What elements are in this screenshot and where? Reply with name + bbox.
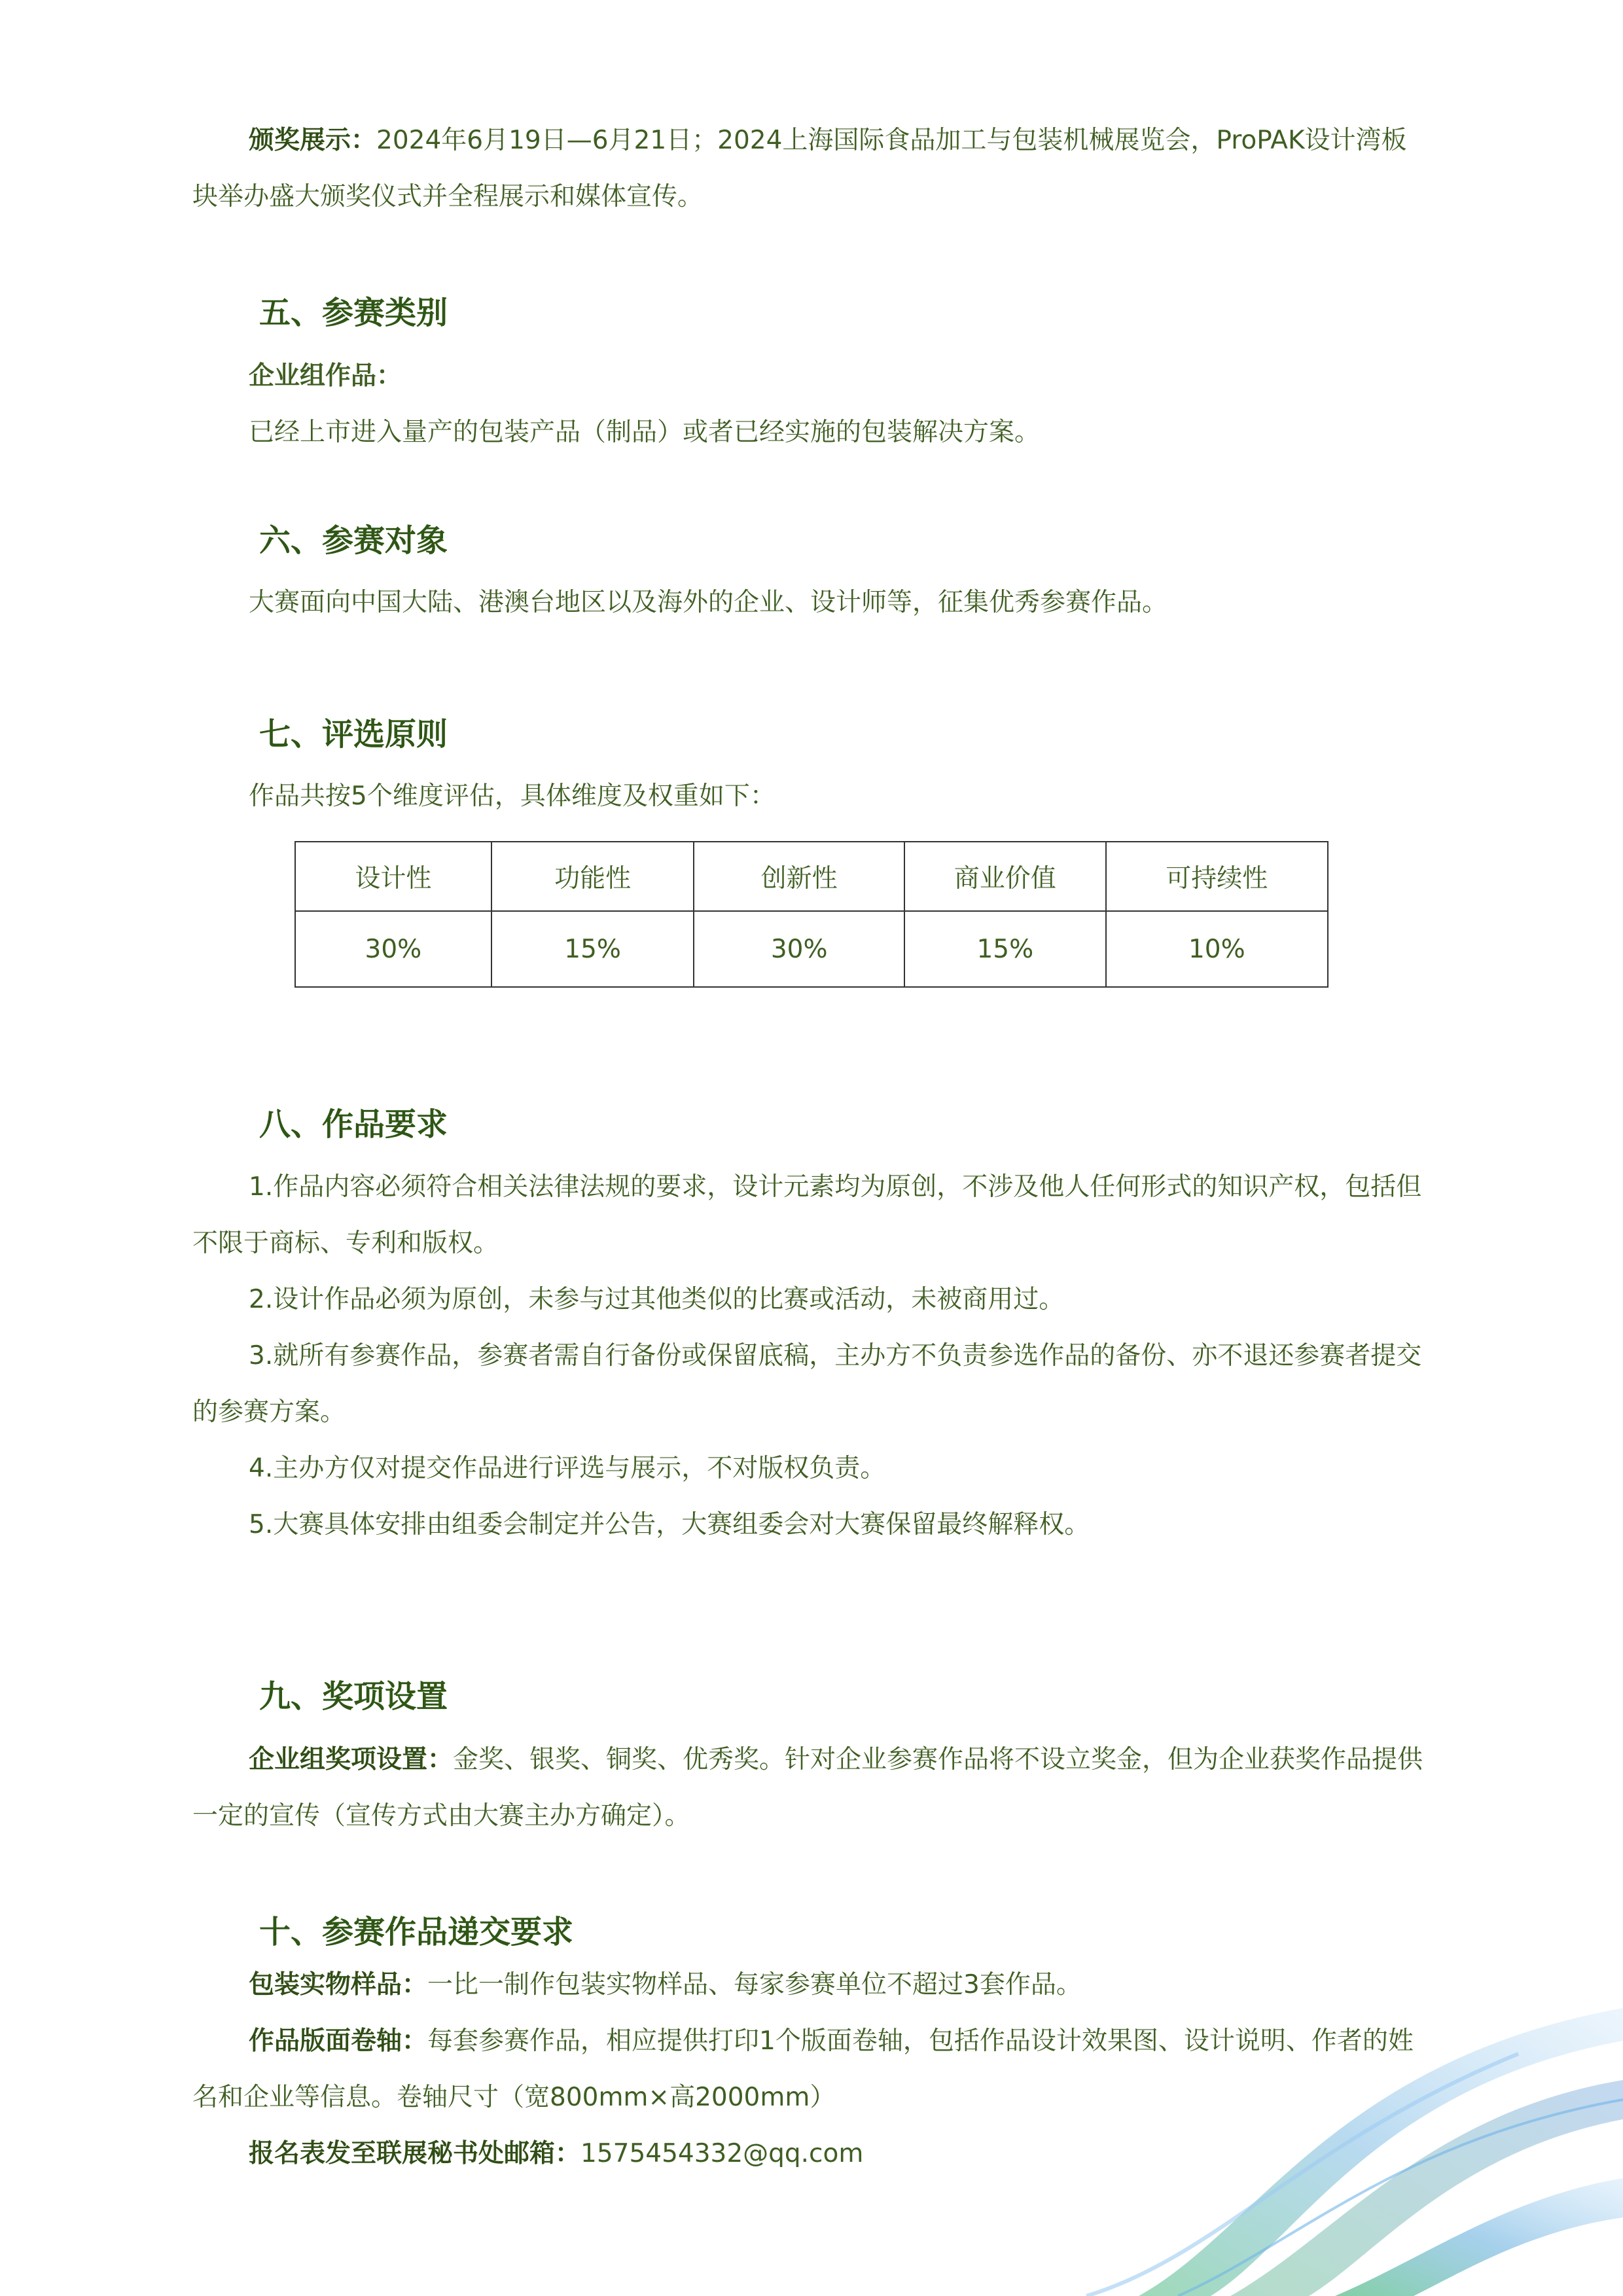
email-address: 1575454332@qq.com bbox=[580, 2139, 864, 2168]
table-header-cell: 功能性 bbox=[491, 842, 694, 911]
table-header-row bbox=[295, 842, 1328, 911]
award-display-paragraph bbox=[192, 113, 1429, 225]
table-cell: 10% bbox=[1106, 911, 1328, 987]
table-cell: 30% bbox=[694, 911, 904, 987]
section6-heading: 六、参赛对象 bbox=[259, 522, 448, 559]
scroll-label: 作品版面卷轴： bbox=[249, 2026, 428, 2056]
section9-heading: 九、奖项设置 bbox=[259, 1678, 448, 1715]
section5-text: 已经上市进入量产的包装产品（制品）或者已经实施的包装解决方案。 bbox=[249, 418, 1041, 447]
section9-text: 金奖、银奖、铜奖、优秀奖。针对企业参赛作品将不设立奖金，但为企业获奖作品提供一定的宣传（宣传方式由大赛主办方确定）。 bbox=[192, 1745, 1423, 1831]
table-header-cell: 商业价值 bbox=[904, 842, 1106, 911]
scroll-text: 每套参赛作品，相应提供打印1个版面卷轴，包括作品设计效果图、设计说明、作者的姓名和企业等信息。卷轴尺寸（宽800mm×高2000mm） bbox=[192, 2026, 1414, 2112]
email-label: 报名表发至联展秘书处邮箱： bbox=[249, 2139, 581, 2168]
list-item: 1.作品内容必须符合相关法律法规的要求，设计元素均为原创，不涉及他人任何形式的知识产权，包括但不限于商标、专利和版权。 bbox=[192, 1172, 1422, 1258]
table-row bbox=[295, 911, 1328, 987]
section6-text: 大赛面向中国大陆、港澳台地区以及海外的企业、设计师等，征集优秀参赛作品。 bbox=[249, 588, 1168, 617]
section9-paragraph bbox=[192, 1732, 1429, 1844]
table-header-cell: 创新性 bbox=[694, 842, 904, 911]
section8-items bbox=[192, 1159, 1429, 1553]
section5-sub-label: 企业组作品： bbox=[249, 361, 402, 391]
sample-label: 包装实物样品： bbox=[249, 1970, 428, 2000]
section5-heading: 五、参赛类别 bbox=[259, 295, 448, 331]
evaluation-weights-table bbox=[294, 841, 1329, 988]
section9-label: 企业组奖项设置： bbox=[249, 1745, 454, 1774]
table-header-cell: 可持续性 bbox=[1106, 842, 1328, 911]
table-header-cell: 设计性 bbox=[295, 842, 491, 911]
table-cell: 15% bbox=[904, 911, 1106, 987]
list-item: 5.大赛具体安排由组委会制定并公告，大赛组委会对大赛保留最终解释权。 bbox=[249, 1510, 1090, 1539]
table-cell: 30% bbox=[295, 911, 491, 987]
table-cell: 15% bbox=[491, 911, 694, 987]
list-item: 2.设计作品必须为原创，未参与过其他类似的比赛或活动，未被商用过。 bbox=[249, 1285, 1065, 1314]
list-item: 3.就所有参赛作品，参赛者需自行备份或保留底稿，主办方不负责参选作品的备份、亦不退还参赛者提交的参赛方案。 bbox=[192, 1341, 1422, 1427]
section7-text: 作品共按5个维度评估，具体维度及权重如下： bbox=[249, 781, 776, 811]
list-item: 4.主办方仅对提交作品进行评选与展示，不对版权负责。 bbox=[249, 1454, 886, 1483]
award-display-text: 2024年6月19日—6月21日；2024上海国际食品加工与包装机械展览会，ProPAK设计湾板块举办盛大颁奖仪式并全程展示和媒体宣传。 bbox=[192, 126, 1407, 211]
section7-heading: 七、评选原则 bbox=[259, 716, 448, 753]
section10-heading: 十、参赛作品递交要求 bbox=[259, 1914, 574, 1950]
award-display-label: 颁奖展示： bbox=[249, 126, 377, 155]
decorative-wave-graphic bbox=[1060, 1982, 1623, 2296]
sample-text: 一比一制作包装实物样品、每家参赛单位不超过3套作品。 bbox=[427, 1970, 1082, 2000]
section8-heading: 八、作品要求 bbox=[259, 1106, 448, 1143]
